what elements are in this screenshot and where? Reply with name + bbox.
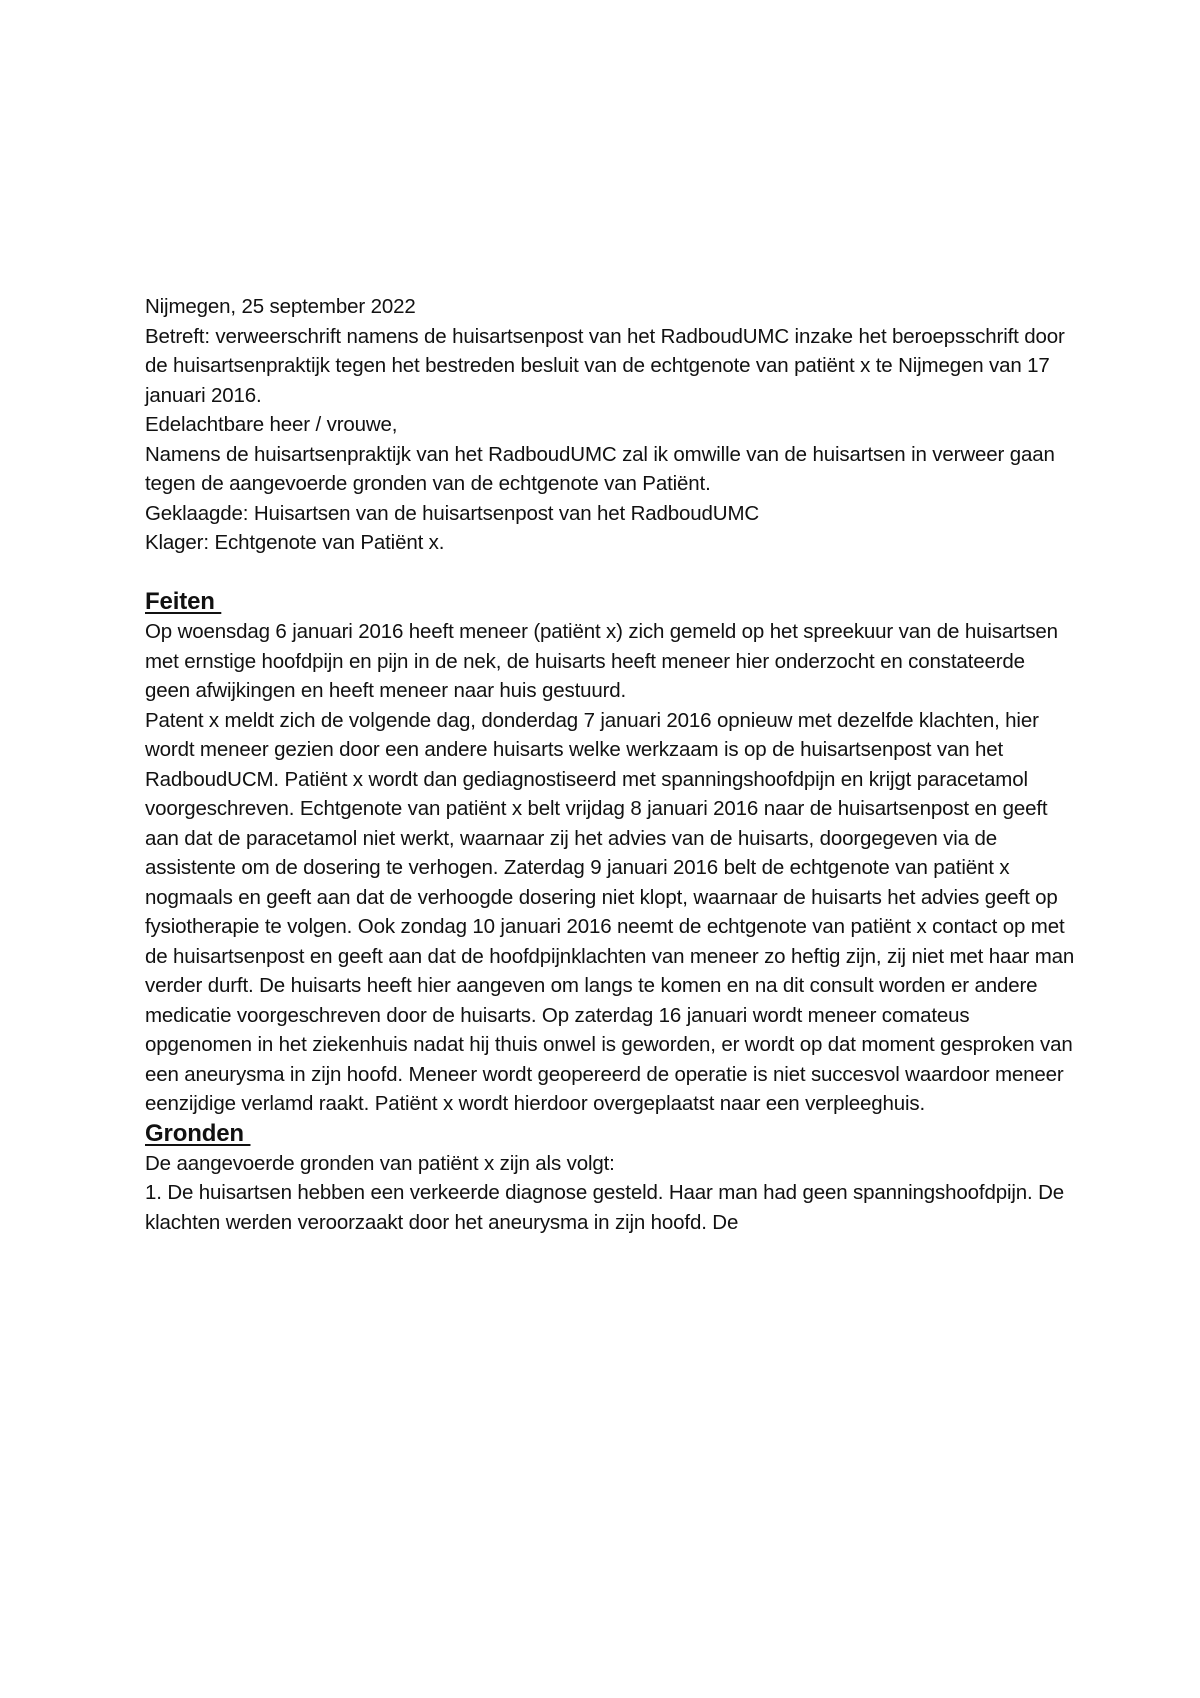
complainant-line: Klager: Echtgenote van Patiënt x. [145, 531, 445, 554]
feiten-paragraph: Patent x meldt zich de volgende dag, donderdag 7 januari 2016 opnieuw met dezelfde klachten, hier wordt meneer gezien door een andere huisarts welke werkzaam is op de huisartsenpost van het RadboudUCM. Patiënt x wordt dan gediagnostiseerd met spanningshoofdpijn en krijgt paracetamol voorgeschreven. Echtgenote van patiënt x belt vrijdag 8 januari 2016 naar de huisartsenpost en geeft aan dat de paracetamol niet werkt, waarnaar zij het advies van de huisarts, doorgegeven via de assistente om de dosering te verhogen. Zaterdag 9 januari 2016 belt de echtgenote van patiënt x nogmaals en geeft aan dat de verhoogde dosering niet klopt, waarnaar de huisarts het advies geeft op fysiotherapie te volgen. Ook zondag 10 januari 2016 neemt de echtgenote van patiënt x contact op met de huisartsenpost en geeft aan dat de hoofdpijnklachten van meneer zo heftig zijn, zij niet met haar man verder durft. De huisarts heeft hier aangeven om langs te komen en na dit consult worden er andere medicatie voorgeschreven door de huisarts. Op zaterdag 16 januari wordt meneer comateus opgenomen in het ziekenhuis nadat hij thuis onwel is geworden, er wordt op dat moment gesproken van een aneurysma in zijn hoofd. Meneer wordt geopereerd de operatie is niet succesvol waardoor meneer eenzijdige verlamd raakt. Patiënt x wordt hierdoor overgeplaatst naar een verpleeghuis. [145, 708, 1075, 1115]
accused-line: Geklaagde: Huisartsen van de huisartsenpost van het RadboudUMC [145, 501, 760, 525]
section-heading-feiten: Feiten [145, 588, 222, 615]
gronden-item: 1. De huisartsen hebben een verkeerde diagnose gesteld. Haar man had geen spanningshoofdpijn. De klachten werden veroorzaakt door het aneurysma in zijn hoofd. De [145, 1181, 1065, 1234]
salutation: Edelachtbare heer / vrouwe, [145, 413, 398, 436]
section-heading-gronden: Gronden [145, 1119, 251, 1147]
intro-paragraph: Namens de huisartsenpraktijk van het RadboudUMC zal ik omwille van de huisartsen in verweer gaan tegen de aangevoerde gronden van de echtgenote van Patiënt. [145, 442, 1055, 495]
parties-block [145, 499, 1075, 558]
date-line: Nijmegen, 25 september 2022 [145, 295, 416, 318]
subject-line: Betreft: verweerschrift namens de huisartsenpost van het RadboudUMC inzake het beroepsschrift door de huisartsenpraktijk tegen het bestreden besluit van de echtgenote van patiënt x te Nijmegen van 17 januari 2016. [145, 324, 1065, 407]
feiten-paragraph: Op woensdag 6 januari 2016 heeft meneer (patiënt x) zich gemeld op het spreekuur van de huisartsen met ernstige hoofdpijn en pijn in de nek, de huisarts heeft meneer hier onderzocht en constateerde geen afwijkingen en heeft meneer naar huis gestuurd. [145, 620, 1058, 702]
gronden-intro: De aangevoerde gronden van patiënt x zijn als volgt: [145, 1151, 615, 1175]
letter-page [145, 292, 1075, 1237]
